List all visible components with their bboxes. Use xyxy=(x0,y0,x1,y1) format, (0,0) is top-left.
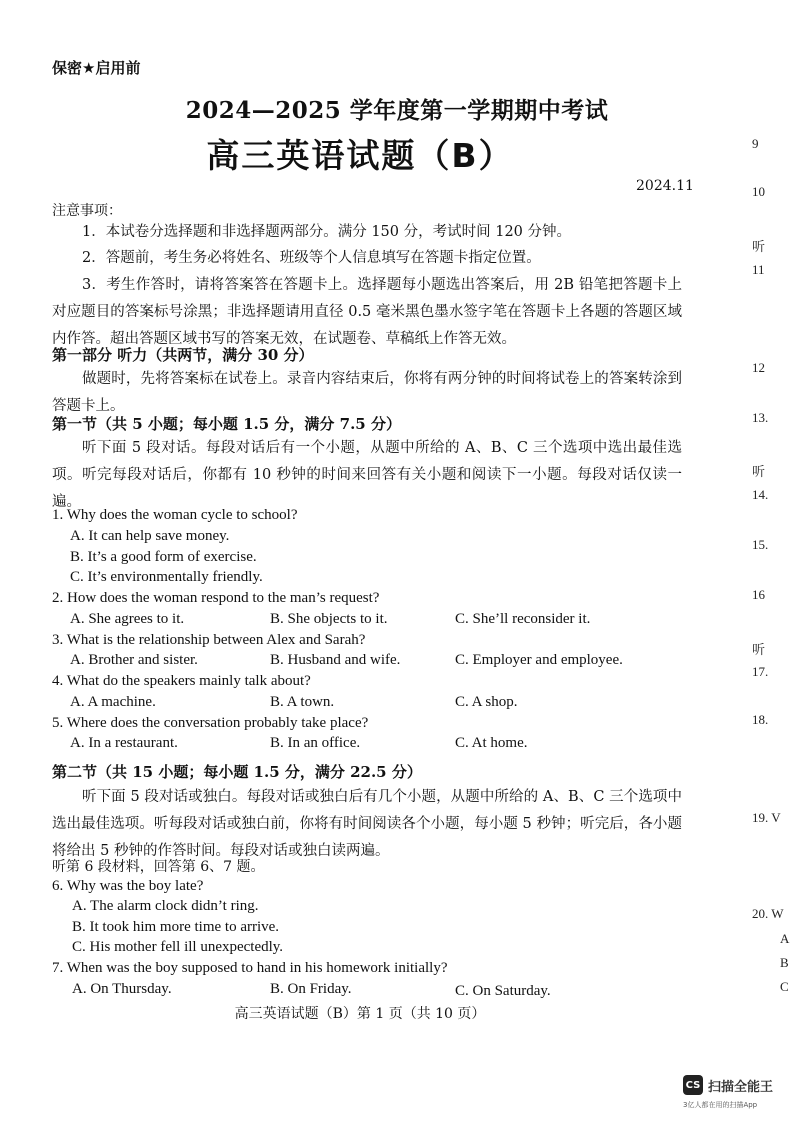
edge-fragment: 11 xyxy=(752,262,765,277)
edge-fragment: 14. xyxy=(752,487,769,502)
notice-item-1: 1．本试卷分选择题和非选择题两部分。满分 150 分，考试时间 120 分钟。 xyxy=(82,224,572,240)
scanner-logo-icon: CS xyxy=(683,1075,703,1095)
question-2-stem: 2. How does the woman respond to the man’s request? xyxy=(52,590,380,606)
question-1-option-c[interactable]: C. It’s environmentally friendly. xyxy=(70,569,263,585)
edge-fragment: 18. xyxy=(752,712,769,727)
question-3-option-c[interactable]: C. Employer and employee. xyxy=(455,652,623,668)
question-4-option-a[interactable]: A. A machine. xyxy=(70,694,156,710)
edge-fragment: 听 xyxy=(752,464,766,479)
edge-fragment: 13. xyxy=(752,410,769,425)
edge-fragment: C xyxy=(780,979,789,994)
question-6-stem: 6. Why was the boy late? xyxy=(52,878,204,894)
question-7-option-c[interactable]: C. On Saturday. xyxy=(455,983,551,999)
question-1-stem: 1. Why does the woman cycle to school? xyxy=(52,507,298,523)
section2-heading: 第二节（共 15 小题；每小题 1.5 分，满分 22.5 分） xyxy=(52,763,422,781)
scanner-name: 扫描全能王 xyxy=(708,1079,774,1095)
question-2-option-c[interactable]: C. She’ll reconsider it. xyxy=(455,611,591,627)
section2-instruction: 听下面 5 段对话或独白。每段对话或独白后有几个小题，从题中所给的 A、B、C 三个选项中选出最佳选项。听每段对话或独白前，你将有时间阅读各个小题，每小题 5 秒钟；听完后，各小题将给出 5 秒钟的作答时间。每段对话或独白读两遍。 xyxy=(52,789,682,859)
question-4-option-c[interactable]: C. A shop. xyxy=(455,694,518,710)
scanner-watermark xyxy=(683,1075,773,1095)
question-4-stem: 4. What do the speakers mainly talk about? xyxy=(52,673,311,689)
question-2-option-a[interactable]: A. She agrees to it. xyxy=(70,611,185,627)
question-5-stem: 5. Where does the conversation probably take place? xyxy=(52,715,369,731)
question-7-option-a[interactable]: A. On Thursday. xyxy=(72,981,172,997)
edge-fragment: 12 xyxy=(752,360,765,375)
notice-item-3: 3．考生作答时，请将答案答在答题卡上。选择题每小题选出答案后，用 2B 铅笔把答题卡上对应题目的答案标号涂黑；非选择题请用直径 0.5 毫米黑色墨水签字笔在答题卡上各题的答题区域内作答。超出答题区域书写的答案无效，在试题卷、草稿纸上作答无效。 xyxy=(52,277,682,347)
edge-fragment: 15. xyxy=(752,537,769,552)
part1-heading: 第一部分 听力（共两节，满分 30 分） xyxy=(52,346,314,364)
question-3-option-a[interactable]: A. Brother and sister. xyxy=(70,652,198,668)
question-2-option-b[interactable]: B. She objects to it. xyxy=(270,611,388,627)
question-3-stem: 3. What is the relationship between Alex and Sarah? xyxy=(52,632,366,648)
page-footer: 高三英语试题（B）第 1 页（共 10 页） xyxy=(234,1006,486,1022)
edge-fragment: 听 xyxy=(752,642,766,657)
question-3-option-b[interactable]: B. Husband and wife. xyxy=(270,652,401,668)
exam-date: 2024.11 xyxy=(636,178,694,194)
edge-fragment: 17. xyxy=(752,664,769,679)
notice-item-2: 2．答题前，考生务必将姓名、班级等个人信息填写在答题卡指定位置。 xyxy=(82,250,541,266)
question-1-option-a[interactable]: A. It can help save money. xyxy=(70,528,230,544)
part1-instruction: 做题时，先将答案标在试卷上。录音内容结束后，你将有两分钟的时间将试卷上的答案转涂到答题卡上。 xyxy=(52,371,682,414)
question-6-option-c[interactable]: C. His mother fell ill unexpectedly. xyxy=(72,939,284,955)
edge-fragment: 19. V xyxy=(752,810,781,825)
edge-fragment: 10 xyxy=(752,184,765,199)
question-5-option-b[interactable]: B. In an office. xyxy=(270,735,361,751)
scanner-tagline: 3亿人都在用的扫描App xyxy=(683,1101,758,1109)
question-5-option-c[interactable]: C. At home. xyxy=(455,735,528,751)
question-6-option-a[interactable]: A. The alarm clock didn’t ring. xyxy=(72,898,259,914)
question-5-option-a[interactable]: A. In a restaurant. xyxy=(70,735,178,751)
edge-fragment: B xyxy=(780,955,789,970)
question-7-stem: 7. When was the boy supposed to hand in his homework initially? xyxy=(52,960,448,976)
section1-heading: 第一节（共 5 小题；每小题 1.5 分，满分 7.5 分） xyxy=(52,415,401,433)
edge-fragment: 听 xyxy=(752,239,766,254)
edge-fragment: 9 xyxy=(752,136,759,151)
confidential-label: 保密★启用前 xyxy=(52,59,141,77)
question-4-option-b[interactable]: B. A town. xyxy=(270,694,335,710)
question-1-option-b[interactable]: B. It’s a good form of exercise. xyxy=(70,549,257,565)
question-6-option-b[interactable]: B. It took him more time to arrive. xyxy=(72,919,280,935)
notice-title: 注意事项： xyxy=(52,203,122,219)
edge-fragment: 16 xyxy=(752,587,765,602)
edge-fragment: A xyxy=(780,931,790,946)
subject-title: 高三英语试题（B） xyxy=(206,136,514,175)
question-7-option-b[interactable]: B. On Friday. xyxy=(270,981,352,997)
edge-fragment: 20. W xyxy=(752,906,784,921)
section1-instruction: 听下面 5 段对话。每段对话后有一个小题，从题中所给的 A、B、C 三个选项中选出最佳选项。听完每段对话后，你都有 10 秒钟的时间来回答有关小题和阅读下一小题。每段对话仅读一遍。 xyxy=(52,440,682,510)
exam-title: 2024—2025 学年度第一学期期中考试 xyxy=(185,97,609,124)
material-6-intro: 听第 6 段材料，回答第 6、7 题。 xyxy=(52,859,265,875)
